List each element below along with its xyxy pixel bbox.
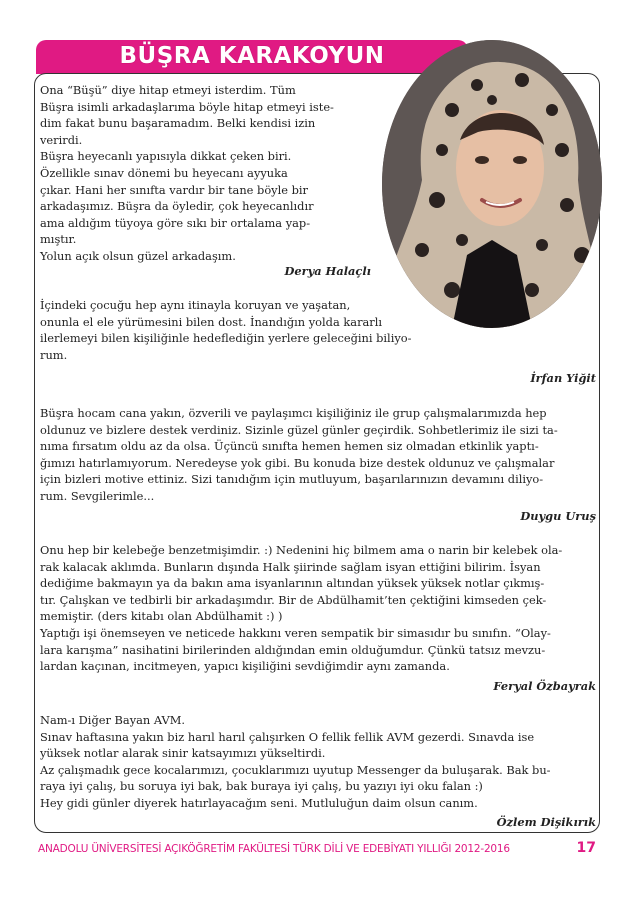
signature-5: Özlem Dişikırık (496, 815, 596, 829)
page-title: BÜŞRA KARAKOYUN (119, 43, 385, 69)
signature-2: İrfan Yiğit (530, 371, 596, 385)
page-number: 17 (576, 840, 596, 856)
portrait-photo (382, 40, 602, 328)
section-5-text: Nam-ı Diğer Bayan AVM. Sınav haftasına yakın biz harıl harıl çalışırken O fellik fellik AVM gezerdi. Sınavda ise yüksek notlar alarak sinir katsayımızı yükseltirdi. Az çalışmadık gece kocalarımızı, çocuklarımızı uyutup Messenger da buluşarak. Bak bu- raya iyi çalış, bu soruya iyi bak, bak buraya iyi çalış, bu yazıyı iyi oku falan :) Hey gidi günler diyerek hatırlayacağım seni. Mutluluğun daim olsun canım. (40, 713, 551, 810)
title-banner (36, 40, 468, 74)
section-1-text: Ona “Büşü” diye hitap etmeyi isterdim. Tüm Büşra isimli arkadaşlarıma böyle hitap etmeyi iste- dim fakat bunu başaramadım. Belki kendisi izin verirdi. Büşra heyecanlı yapısıyla dikkat çeken biri. Özellikle sınav dönemi bu heyecanı ayyuka çıkar. Hani her sınıfta vardır bir tane böyle bir arkadaşımız. Büşra da öyledir, çok heyecanlıdır ama aldığım tüyoya göre sıkı bir ortalama yap- mıştır. Yolun açık olsun güzel arkadaşım. (40, 83, 334, 263)
section-4-text: Onu hep bir kelebeğe benzetmişimdir. :) Nedenini hiç bilmem ama o narin bir kelebek ola- rak kalacak aklımda. Bunların dışında Halk şiirinde sağlam isyan ettiğini bilirim. İsyan dediğime bakmayın ya da bakın ama isyanlarının altından yüksek yüksek notlar çıkmış- tır. Çalışkan ve tedbirli bir arkadaşımdır. Bir de Abdülhamit’ten çektiğini kimseden çek- memiştir. (ders kitabı olan Abdülhamit :) ) Yaptığı işi önemseyen ve neticede hakkını veren sempatik bir simasıdır bu sınıfın. “Olay- lara karışma” nasihatini birilerinden aldığından emin olduğumdur. Çünkü tatsız mevzu- lardan kaçınan, incitmeyen, yapıcı kişiliğini sevdiğimdir aynı zamanda. (40, 543, 563, 674)
section-1 (40, 82, 366, 265)
section-5 (40, 712, 597, 812)
section-2 (40, 297, 450, 363)
section-3 (40, 405, 597, 505)
portrait-illustration (382, 40, 602, 328)
section-2-text: İçindeki çocuğu hep aynı itinayla koruyan ve yaşatan, onunla el ele yürümesini bilen dost. İnandığın yolda kararlı ilerlemeyi bilen kişiliğinle hedeflediğin yerlere geleceğini biliyo- rum. (40, 298, 412, 362)
section-4 (40, 542, 597, 675)
signature-1: Derya Halaçlı (284, 264, 371, 278)
section-3-text: Büşra hocam cana yakın, özverili ve paylaşımcı kişiliğiniz ile grup çalışmalarımızda hep oldunuz ve bizlere destek verdiniz. Sizinle güzel günler geçirdik. Sohbetlerimiz ile sizi ta- nıma fırsatım oldu az da olsa. Üçüncü sınıfta hemen hemen siz olmadan etkinlik yaptı- ğımızı hatırlamıyorum. Neredeyse yok gibi. Bu konuda bize destek oldunuz ve çalışmalar için bizleri motive ettiniz. Sizi tanıdığım için mutluyum, başarılarınızın devamını diliyo- rum. Sevgilerimle... (40, 406, 558, 503)
signature-3: Duygu Uruş (520, 509, 596, 523)
footer-text: ANADOLU ÜNİVERSİTESİ AÇIKÖĞRETİM FAKÜLTESİ TÜRK DİLİ VE EDEBİYATI YILLIĞI 2012-2016 (38, 843, 510, 855)
signature-4: Feryal Özbayrak (493, 679, 596, 693)
